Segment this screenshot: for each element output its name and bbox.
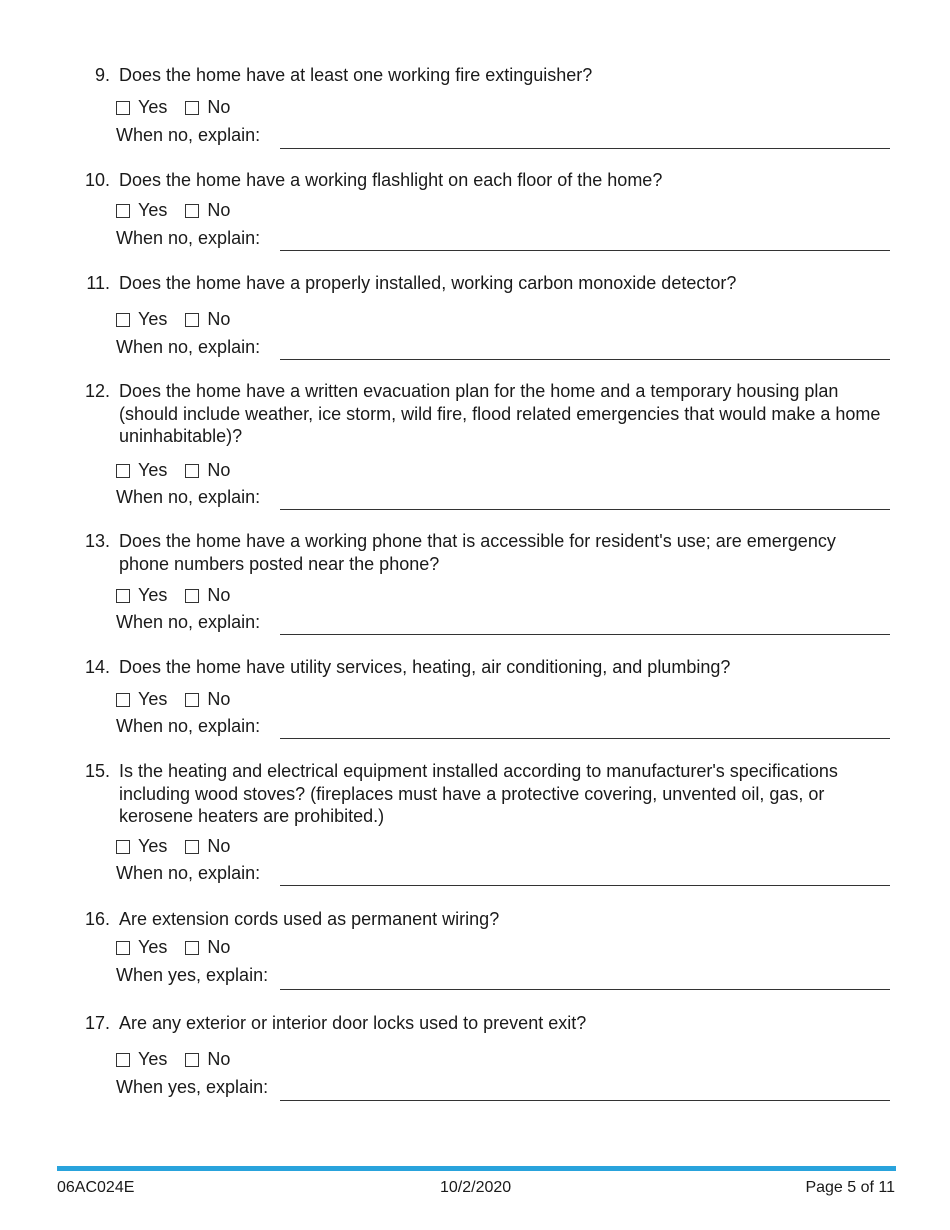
question-text: Is the heating and electrical equipment installed according to manufacturer's specifications including wood stoves? (fireplaces must have a protective covering, unvented oil, gas, or kerosene heaters are prohibited.) [119, 761, 838, 826]
explain-input[interactable] [280, 634, 890, 635]
no-option[interactable]: No [185, 836, 230, 857]
explain-label: When no, explain: [116, 863, 261, 883]
no-option[interactable]: No [185, 585, 230, 606]
explain-input[interactable] [280, 885, 890, 886]
no-option[interactable]: No [185, 309, 230, 330]
question-text: Does the home have a working phone that is accessible for resident's use; are emergency phone numbers posted near the phone? [119, 531, 836, 574]
question-text: Are any exterior or interior door locks used to prevent exit? [119, 1013, 587, 1033]
question-15 [84, 760, 884, 883]
question-text: Does the home have at least one working fire extinguisher? [119, 65, 593, 85]
question-9 [84, 64, 884, 145]
yes-checkbox[interactable] [116, 313, 130, 327]
question-number: 15. [84, 761, 110, 781]
no-checkbox[interactable] [185, 589, 199, 603]
question-number: 12. [84, 381, 110, 401]
yes-option[interactable]: Yes [116, 1049, 167, 1070]
yes-option[interactable]: Yes [116, 585, 167, 606]
question-number: 14. [84, 657, 110, 677]
question-text: Are extension cords used as permanent wiring? [119, 909, 500, 929]
explain-input[interactable] [280, 1100, 890, 1101]
yes-option[interactable]: Yes [116, 689, 167, 710]
question-text: Does the home have a working flashlight on each floor of the home? [119, 170, 663, 190]
no-option[interactable]: No [185, 689, 230, 710]
question-text: Does the home have a written evacuation plan for the home and a temporary housing plan (should include weather, ice storm, wild fire, flood related emergencies that would make a home uninhabitable)? [119, 381, 881, 446]
explain-input[interactable] [280, 509, 890, 510]
footer-divider [57, 1166, 896, 1171]
no-option[interactable]: No [185, 97, 230, 118]
explain-input[interactable] [280, 738, 890, 739]
explain-label: When yes, explain: [116, 965, 269, 985]
question-11 [84, 272, 884, 357]
question-number: 13. [84, 531, 110, 551]
question-17 [84, 1012, 884, 1097]
yes-checkbox[interactable] [116, 840, 130, 854]
yes-checkbox[interactable] [116, 464, 130, 478]
no-checkbox[interactable] [185, 693, 199, 707]
yes-option[interactable]: Yes [116, 460, 167, 481]
question-text: Does the home have a properly installed, working carbon monoxide detector? [119, 273, 737, 293]
explain-label: When no, explain: [116, 228, 261, 248]
no-checkbox[interactable] [185, 1053, 199, 1067]
no-checkbox[interactable] [185, 313, 199, 327]
yes-checkbox[interactable] [116, 101, 130, 115]
no-checkbox[interactable] [185, 840, 199, 854]
question-10 [84, 169, 884, 248]
explain-input[interactable] [280, 989, 890, 990]
question-text: Does the home have utility services, heating, air conditioning, and plumbing? [119, 657, 731, 677]
question-number: 11. [86, 273, 110, 293]
explain-label: When no, explain: [116, 487, 261, 507]
footer-date: 10/2/2020 [440, 1179, 512, 1196]
explain-input[interactable] [280, 250, 890, 251]
no-option[interactable]: No [185, 460, 230, 481]
yes-checkbox[interactable] [116, 1053, 130, 1067]
no-checkbox[interactable] [185, 941, 199, 955]
yes-checkbox[interactable] [116, 204, 130, 218]
explain-label: When yes, explain: [116, 1077, 269, 1097]
footer-page-number: Page 5 of 11 [805, 1179, 895, 1196]
explain-input[interactable] [280, 148, 890, 149]
no-option[interactable]: No [185, 937, 230, 958]
yes-checkbox[interactable] [116, 589, 130, 603]
question-number: 10. [84, 170, 110, 190]
yes-option[interactable]: Yes [116, 97, 167, 118]
yes-option[interactable]: Yes [116, 937, 167, 958]
question-number: 9. [94, 65, 110, 85]
yes-option[interactable]: Yes [116, 309, 167, 330]
yes-option[interactable]: Yes [116, 200, 167, 221]
no-checkbox[interactable] [185, 464, 199, 478]
question-number: 16. [84, 909, 110, 929]
explain-input[interactable] [280, 359, 890, 360]
explain-label: When no, explain: [116, 337, 261, 357]
explain-label: When no, explain: [116, 125, 261, 145]
question-16 [84, 908, 884, 985]
question-13 [84, 530, 884, 632]
explain-label: When no, explain: [116, 716, 261, 736]
yes-checkbox[interactable] [116, 941, 130, 955]
no-option[interactable]: No [185, 200, 230, 221]
no-checkbox[interactable] [185, 204, 199, 218]
question-12 [84, 380, 884, 507]
yes-checkbox[interactable] [116, 693, 130, 707]
no-checkbox[interactable] [185, 101, 199, 115]
question-number: 17. [84, 1013, 110, 1033]
question-14 [84, 656, 884, 736]
footer-form-id: 06AC024E [57, 1179, 135, 1196]
yes-option[interactable]: Yes [116, 836, 167, 857]
explain-label: When no, explain: [116, 612, 261, 632]
no-option[interactable]: No [185, 1049, 230, 1070]
